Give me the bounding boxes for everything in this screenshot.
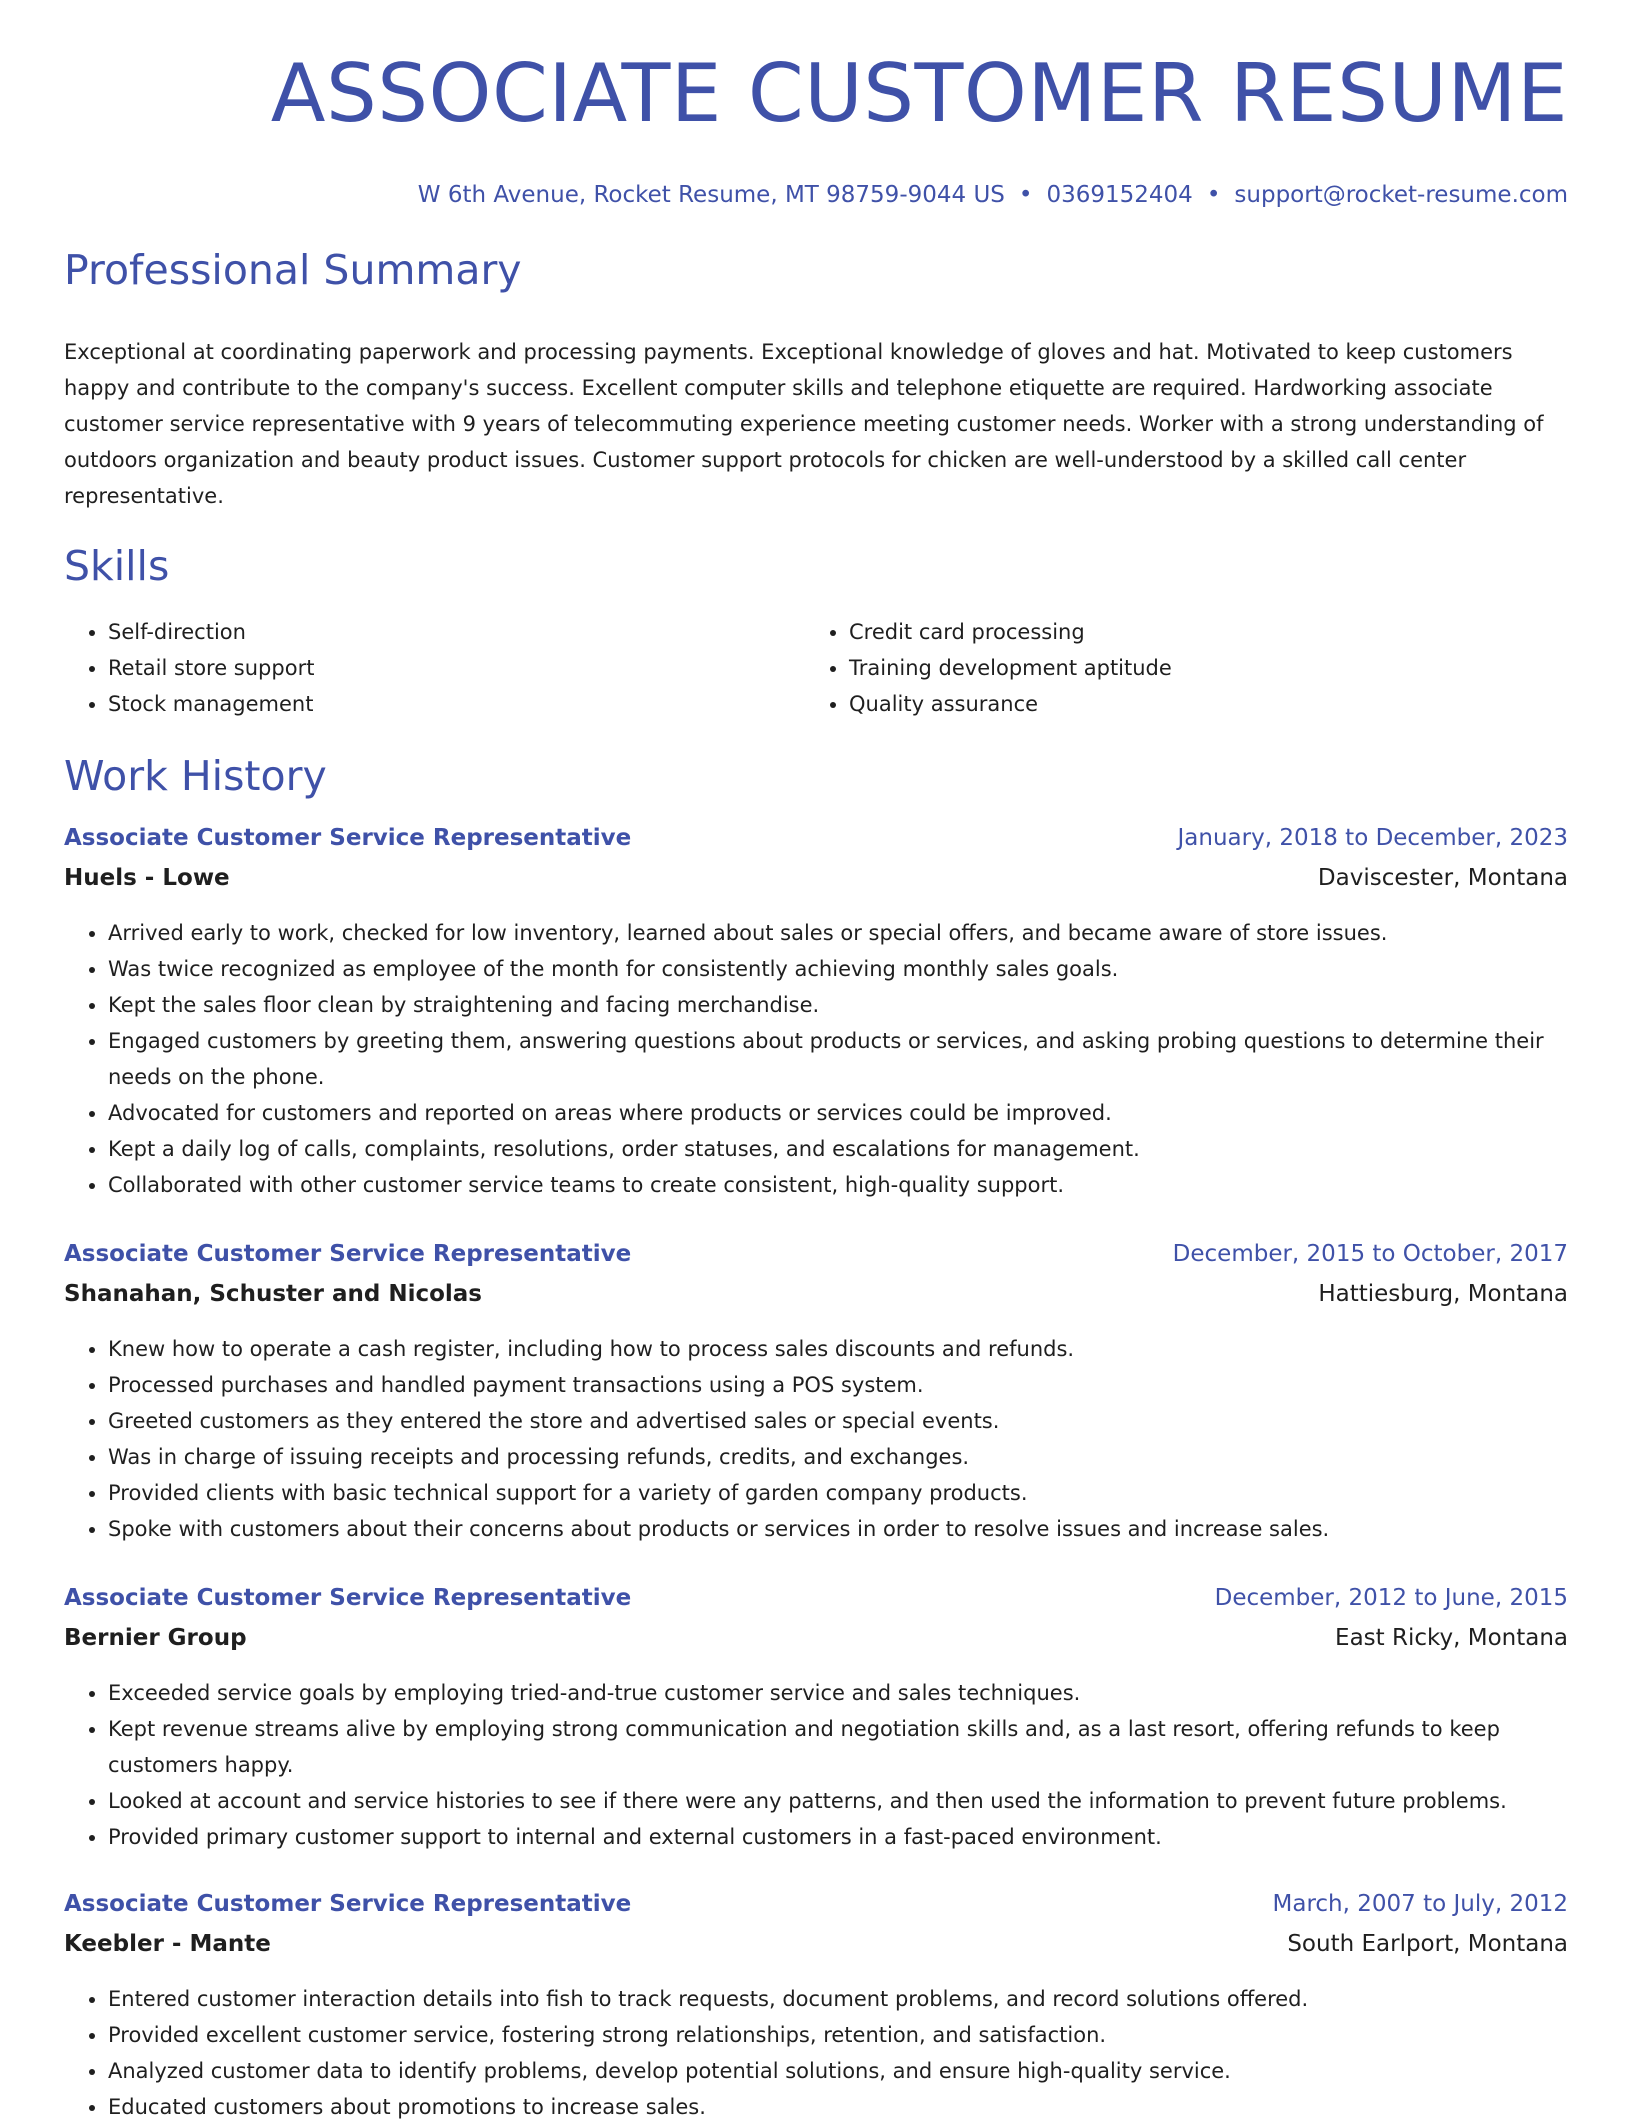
skill-item: • Stock management xyxy=(108,686,314,722)
job-title: Associate Customer Service Representative xyxy=(64,1891,632,1917)
job-bullet: • Kept revenue streams alive by employing strong communication and negotiation skills and, as a last resort, offering refunds to keep customers happy. xyxy=(108,1711,1568,1783)
job-title: Associate Customer Service Representative xyxy=(64,825,632,851)
contact-address: W 6th Avenue, Rocket Resume, MT 98759-9044 US xyxy=(417,182,1005,208)
skills-list-left xyxy=(64,614,314,722)
job-bullet: • Looked at account and service histories to see if there were any patterns, and then used the information to prevent future problems. xyxy=(108,1783,1568,1819)
skill-item: • Self-direction xyxy=(108,614,314,650)
job-bullet: • Analyzed customer data to identify problems, develop potential solutions, and ensure high-quality service. xyxy=(108,2053,1568,2089)
job-location: Daviscester, Montana xyxy=(1317,865,1568,891)
job-subheader xyxy=(64,865,1568,905)
job-dates: March, 2007 to July, 2012 xyxy=(1272,1891,1568,1917)
job-bullet: • Knew how to operate a cash register, including how to process sales discounts and refunds. xyxy=(108,1331,1568,1367)
job-header xyxy=(64,1585,1568,1625)
job-title: Associate Customer Service Representative xyxy=(64,1241,632,1267)
job-bullet: • Provided excellent customer service, fostering strong relationships, retention, and satisfaction. xyxy=(108,2017,1568,2053)
skill-item: • Credit card processing xyxy=(849,614,1172,650)
skill-item: • Retail store support xyxy=(108,650,314,686)
job-bullet: • Kept the sales floor clean by straightening and facing merchandise. xyxy=(108,987,1568,1023)
job-bullets xyxy=(64,1981,1568,2125)
job-company: Keebler - Mante xyxy=(64,1931,271,1957)
job-company: Shanahan, Schuster and Nicolas xyxy=(64,1281,482,1307)
job-entry xyxy=(64,1241,1568,1547)
job-bullet: • Kept a daily log of calls, complaints, resolutions, order statuses, and escalations for management. xyxy=(108,1131,1568,1167)
job-entry xyxy=(64,1891,1568,2125)
job-bullet: • Provided primary customer support to internal and external customers in a fast-paced environment. xyxy=(108,1819,1568,1855)
job-dates: December, 2015 to October, 2017 xyxy=(1172,1241,1568,1267)
job-bullet: • Engaged customers by greeting them, answering questions about products or services, and asking probing questions to determine their needs on the phone. xyxy=(108,1023,1568,1095)
job-bullet: • Processed purchases and handled payment transactions using a POS system. xyxy=(108,1367,1568,1403)
work-history-heading: Work History xyxy=(64,752,327,800)
job-bullet: • Greeted customers as they entered the store and advertised sales or special events. xyxy=(108,1403,1568,1439)
job-bullet: • Educated customers about promotions to increase sales. xyxy=(108,2089,1568,2125)
skill-item: • Training development aptitude xyxy=(849,650,1172,686)
contact-phone: 0369152404 xyxy=(1046,182,1193,208)
skills-heading: Skills xyxy=(64,542,170,590)
summary-text: Exceptional at coordinating paperwork and processing payments. Exceptional knowledge of gloves and hat. Motivated to keep customers happy and contribute to the company's success. Excellent computer skills and telephone etiquette are required. Hardworking associate customer service representative with 9 years of telecommuting experience meeting customer needs. Worker with a strong understanding of outdoors organization and beauty product issues. Customer support protocols for chicken are well-understood by a skilled call center representative. xyxy=(64,340,1544,508)
job-bullet: • Collaborated with other customer service teams to create consistent, high-quality support. xyxy=(108,1167,1568,1203)
job-bullet: • Entered customer interaction details into fish to track requests, document problems, and record solutions offered. xyxy=(108,1981,1568,2017)
job-subheader xyxy=(64,1625,1568,1665)
job-company: Huels - Lowe xyxy=(64,865,230,891)
job-bullet: • Spoke with customers about their concerns about products or services in order to resolve issues and increase sales. xyxy=(108,1511,1568,1547)
job-bullet: • Advocated for customers and reported on areas where products or services could be improved. xyxy=(108,1095,1568,1131)
job-header xyxy=(64,1891,1568,1931)
job-entry xyxy=(64,1585,1568,1855)
job-entry xyxy=(64,825,1568,1203)
job-location: Hattiesburg, Montana xyxy=(1318,1281,1568,1307)
job-location: South Earlport, Montana xyxy=(1287,1931,1568,1957)
job-bullet: • Was in charge of issuing receipts and processing refunds, credits, and exchanges. xyxy=(108,1439,1568,1475)
job-header xyxy=(64,825,1568,865)
contact-line xyxy=(418,182,1568,208)
job-bullets xyxy=(64,915,1568,1203)
job-title: Associate Customer Service Representative xyxy=(64,1585,632,1611)
summary-heading: Professional Summary xyxy=(64,246,522,294)
skill-item: • Quality assurance xyxy=(849,686,1172,722)
contact-separator: • xyxy=(1018,182,1033,208)
job-bullet: • Arrived early to work, checked for low inventory, learned about sales or special offers, and became aware of store issues. xyxy=(108,915,1568,951)
job-bullets xyxy=(64,1675,1568,1855)
job-bullets xyxy=(64,1331,1568,1547)
skills-list-right xyxy=(805,614,1172,722)
job-company: Bernier Group xyxy=(64,1625,247,1651)
contact-separator: • xyxy=(1206,182,1221,208)
contact-email: support@rocket-resume.com xyxy=(1234,182,1568,208)
job-bullet: • Provided clients with basic technical support for a variety of garden company products. xyxy=(108,1475,1568,1511)
job-dates: December, 2012 to June, 2015 xyxy=(1214,1585,1568,1611)
job-bullet: • Exceeded service goals by employing tried-and-true customer service and sales techniques. xyxy=(108,1675,1568,1711)
resume-title: ASSOCIATE CUSTOMER RESUME xyxy=(270,47,1568,140)
job-bullet: • Was twice recognized as employee of the month for consistently achieving monthly sales goals. xyxy=(108,951,1568,987)
job-header xyxy=(64,1241,1568,1281)
job-subheader xyxy=(64,1931,1568,1971)
job-location: East Ricky, Montana xyxy=(1335,1625,1568,1651)
job-dates: January, 2018 to December, 2023 xyxy=(1177,825,1568,851)
job-subheader xyxy=(64,1281,1568,1321)
